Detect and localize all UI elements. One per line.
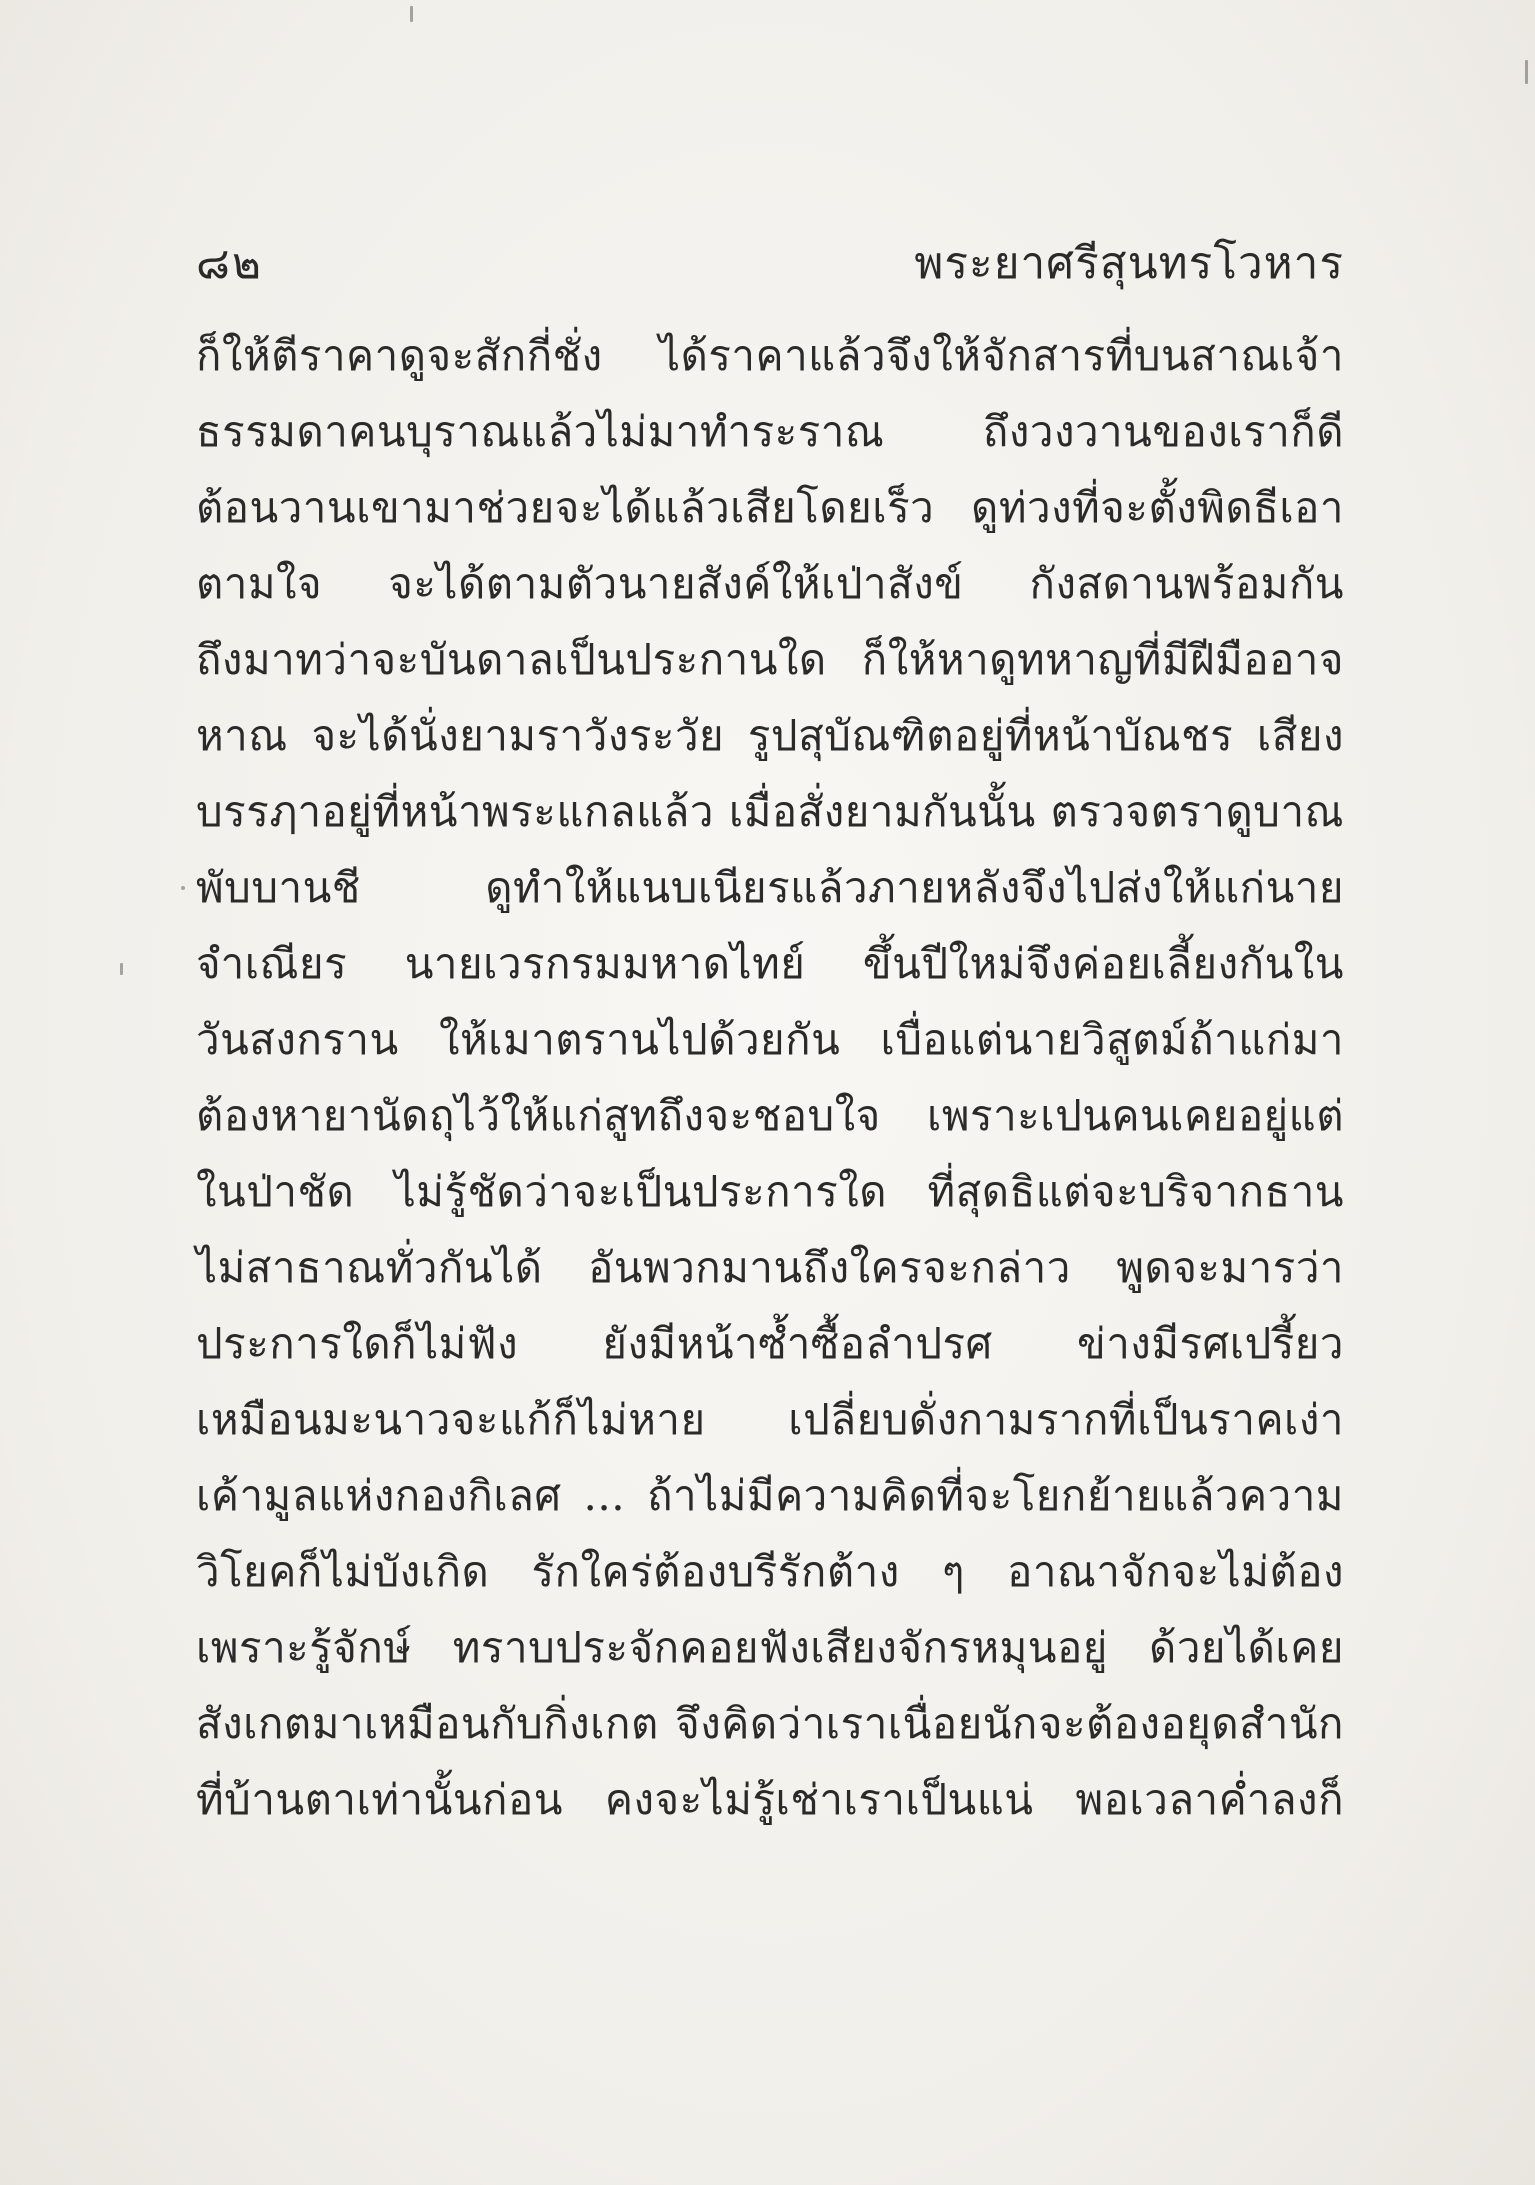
- text-line: วันสงกราน ให้เมาตรานไปด้วยกัน เบื่อแต่นายวิสูตม์ถ้าแก่มา: [196, 1015, 1344, 1064]
- body-text: [196, 318, 1344, 1838]
- page-header: [196, 228, 1344, 298]
- text-line: หาณ จะได้นั่งยามราวังระวัย รูปสุบัณฑิตอยู่ที่หน้าบัณชร เสียง: [196, 711, 1344, 760]
- text-line: ธรรมดาคนบุราณแล้วไม่มาทำระราณ ถึงวงวานของเราก็ดี: [196, 407, 1344, 456]
- text-line: ต้อนวานเขามาช่วยจะได้แล้วเสียโดยเร็ว ดูท่วงที่จะตั้งพิดธีเอา: [196, 483, 1344, 532]
- text-line: ไม่สาธาณทั่วกันได้ อันพวกมานถึงใครจะกล่าว พูดจะมารว่า: [196, 1243, 1344, 1292]
- text-line: จำเณียร นายเวรกรมมหาดไทย์ ขึ้นปีใหม่จึงค่อยเลี้ยงกันใน: [196, 939, 1344, 988]
- text-line: เค้ามูลแห่งกองกิเลศ ... ถ้าไม่มีความคิดที่จะโยกย้ายแล้วความ: [196, 1471, 1344, 1520]
- text-line: ต้องหายานัดถุไว้ให้แก่สูทถึงจะชอบใจ เพราะเปนคนเคยอยู่แต่: [196, 1091, 1344, 1140]
- text-line: วิโยคก็ไม่บังเกิด รักใคร่ต้องบรีรักต้าง ๆ อาณาจักจะไม่ต้อง: [196, 1547, 1344, 1596]
- text-line: พับบานชี ดูทำให้แนบเนียรแล้วภายหลังจึงไปส่งให้แก่นาย: [196, 863, 1344, 912]
- paper-speck: [181, 886, 185, 890]
- text-line: เหมือนมะนาวจะแก้ก็ไม่หาย เปลี่ยบดั่งกามรากที่เป็นราคเง่า: [196, 1395, 1344, 1444]
- paper-speck: [1525, 60, 1528, 84]
- text-line: ในป่าชัด ไม่รู้ชัดว่าจะเป็นประการใด ที่สุดธิแต่จะบริจากธาน: [196, 1167, 1344, 1216]
- page-number: ๘๒: [196, 238, 263, 289]
- text-line: ประการใดก็ไม่ฟัง ยังมีหน้าซ้ำซื้อลำปรศ ข่างมีรศเปรี้ยว: [196, 1319, 1344, 1368]
- text-line: บรรฦาอยู่ที่หน้าพระแกลแล้ว เมื่อสั่งยามกันนั้น ตรวจตราดูบาณ: [196, 787, 1344, 836]
- text-line: ก็ให้ตีราคาดูจะสักกี่ชั่ง ได้ราคาแล้วจึงให้จักสารที่บนสาณเจ้า: [196, 331, 1344, 380]
- paper-speck: [410, 6, 413, 22]
- running-title: พระยาศรีสุนทรโวหาร: [914, 238, 1344, 289]
- text-line: ถึงมาทว่าจะบันดาลเป็นประกานใด ก็ให้หาดูทหาญที่มีฝีมืออาจ: [196, 635, 1344, 684]
- text-line: สังเกตมาเหมือนกับกิ่งเกต จึงคิดว่าเราเนื่อยนักจะต้องอยุดสำนัก: [196, 1699, 1344, 1748]
- paper-speck: [120, 963, 123, 975]
- text-line: ตามใจ จะได้ตามตัวนายสังค์ให้เป่าสังข์ กังสดานพร้อมกัน: [196, 559, 1344, 608]
- text-line: เพราะรู้จักษ์ ทราบประจักคอยฟังเสียงจักรหมุนอยู่ ด้วยได้เคย: [196, 1623, 1344, 1672]
- text-line: ที่บ้านตาเท่านั้นก่อน คงจะไม่รู้เช่าเราเป็นแน่ พอเวลาค่ำลงก็: [196, 1775, 1344, 1824]
